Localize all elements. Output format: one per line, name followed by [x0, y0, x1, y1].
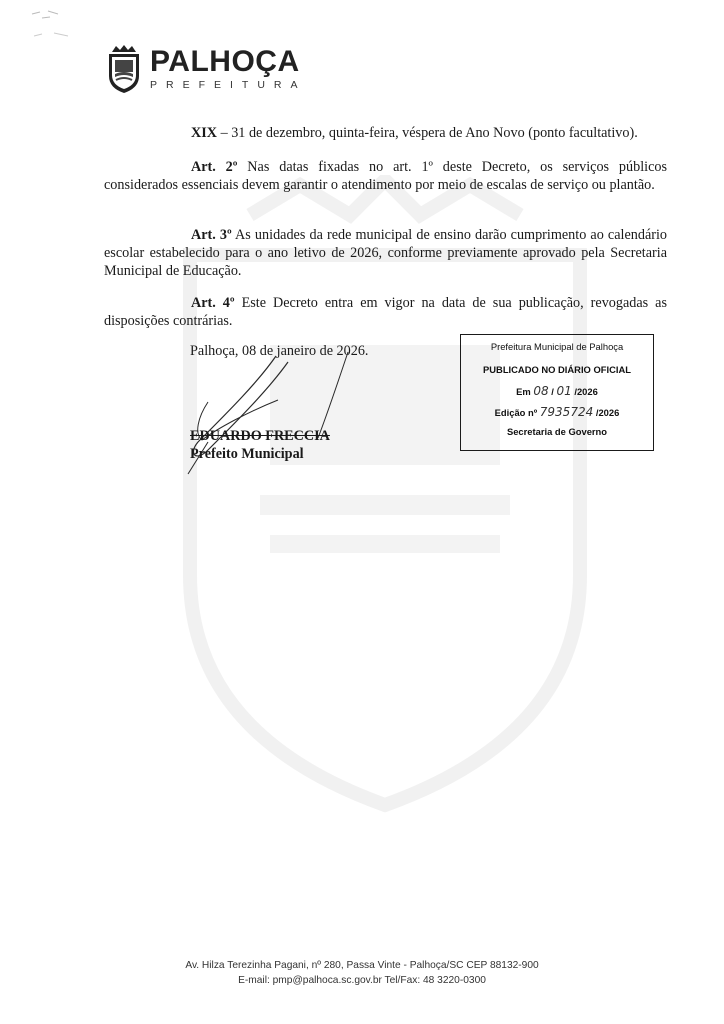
paragraph-art-3	[104, 226, 667, 280]
footer	[0, 958, 724, 988]
stamp-year: 2026	[576, 386, 598, 397]
dateline: Palhoça, 08 de janeiro de 2026.	[190, 343, 369, 359]
footer-address: Av. Hilza Terezinha Pagani, nº 280, Passa Vinte - Palhoça/SC CEP 88132-900	[185, 960, 539, 971]
brand-name: PALHOÇA	[150, 44, 300, 78]
stamp-line-1: Prefeitura Municipal de Palhoça	[490, 341, 624, 352]
stamp-day: 08	[533, 384, 549, 398]
city-crest-logo	[104, 44, 144, 94]
stamp-edition-year: 2026	[598, 407, 620, 418]
article-text: Este Decreto entra em vigor na data de sua publicação, revogadas as disposições contrárias.	[104, 295, 667, 329]
signer-block	[190, 427, 330, 463]
paragraph-art-4	[104, 294, 667, 330]
stamp-line-5: Secretaria de Governo	[506, 426, 608, 437]
stamp-line-2: PUBLICADO NO DIÁRIO OFICIAL	[483, 364, 631, 375]
stamp-edition-number: 7935724	[539, 405, 594, 419]
article-text: Nas datas fixadas no art. 1º deste Decreto, os serviços públicos considerados essenciais devem garantir o atendimento por meio de escalas de serviço ou plantão.	[104, 159, 668, 193]
letterhead	[104, 44, 307, 94]
article-label: Art. 4º	[191, 295, 235, 311]
stamp-edition: Edição nº 7935724 /2026	[494, 405, 620, 419]
stamp-month: 01	[556, 384, 572, 398]
stamp-date: Em 08 / 01 /2026	[516, 384, 598, 398]
brand-text	[150, 44, 307, 92]
stamp-date-label: Em	[516, 386, 531, 397]
item-text: – 31 de dezembro, quinta-feira, véspera de Ano Novo (ponto facultativo).	[217, 125, 638, 141]
article-label: Art. 3º	[191, 227, 232, 243]
signer-name: EDUARDO FRECCIA	[190, 428, 330, 444]
article-label: Art. 2º	[191, 159, 238, 175]
item-label: XIX	[191, 125, 218, 141]
brand-subtitle: PREFEITURA	[150, 78, 307, 91]
stamp-edition-label: Edição nº	[494, 407, 538, 418]
signer-role: Prefeito Municipal	[190, 446, 304, 462]
paragraph-xix	[104, 124, 667, 142]
scan-marks	[28, 6, 98, 42]
publication-stamp	[460, 334, 654, 451]
footer-contact: E-mail: pmp@palhoca.sc.gov.br Tel/Fax: 48 3220-0300	[238, 975, 486, 986]
paragraph-art-2	[104, 158, 667, 194]
article-text: As unidades da rede municipal de ensino darão cumprimento ao calendário escolar estabelecido para o ano letivo de 2026, conforme previamente aprovado pela Secretaria Municipal de Educação.	[104, 227, 668, 279]
